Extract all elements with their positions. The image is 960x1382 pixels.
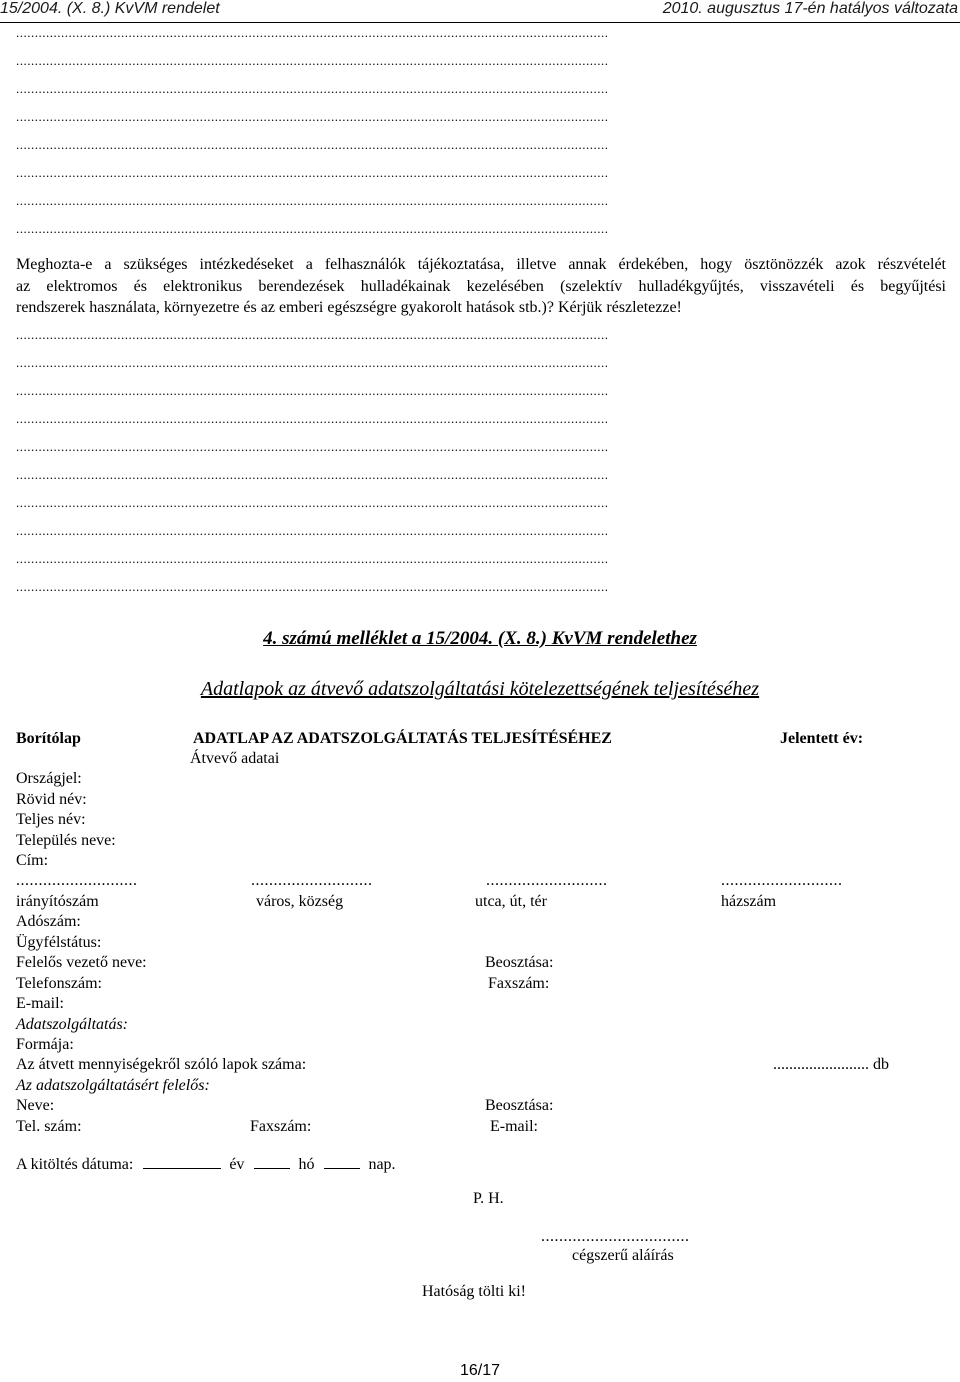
short-name-label: Rövid név: — [16, 791, 87, 808]
dotted-line: .............................................................................................................................................................. — [16, 140, 609, 150]
authority-note: Hatóság tölti ki! — [422, 1283, 526, 1300]
dotted-line: .............................................................................................................................................................. — [16, 84, 609, 94]
question-line: az elektromos és elektronikus berendezések hulladékainak kezelésében (szelektív hulladékgyűjtés, visszavételi és begyűjtési — [16, 277, 946, 295]
dotted-line: .............................................................................................................................................................. — [16, 470, 609, 480]
sheet-count-label: Az átvett mennyiségekről szóló lapok száma: — [16, 1056, 307, 1073]
fill-date-row — [16, 1154, 396, 1174]
responsible-label: Az adatszolgáltatásért felelős: — [16, 1077, 210, 1094]
country-label: Országjel: — [16, 770, 82, 787]
fill-date-label: A kitöltés dátuma: — [16, 1156, 134, 1173]
address-dots: ........................... — [16, 872, 138, 889]
address-label: Cím: — [16, 852, 49, 869]
data-service-label: Adatszolgáltatás: — [16, 1016, 129, 1033]
fax2-label: Faxszám: — [250, 1118, 312, 1135]
form-subheading: Átvevő adatai — [190, 750, 280, 767]
day-blank — [324, 1154, 360, 1169]
page-number: 16/17 — [459, 1362, 501, 1379]
dotted-line: .............................................................................................................................................................. — [16, 56, 609, 66]
header-left: 15/2004. (X. 8.) KvVM rendelet — [0, 0, 220, 17]
reported-year-label: Jelentett év: — [780, 730, 864, 747]
address-dots: ........................... — [251, 872, 373, 889]
position-label: Beosztása: — [485, 954, 554, 971]
dotted-line: .............................................................................................................................................................. — [16, 526, 609, 536]
full-name-label: Teljes név: — [16, 811, 86, 828]
annex-title: 4. számú melléklet a 15/2004. (X. 8.) KvVM rendelethez — [263, 628, 697, 649]
question-line: Meghozta-e a szükséges intézkedéseket a felhasználók tájékoztatása, illetve annak érdekében, hogy ösztönözzék azok részvételét — [16, 256, 946, 273]
house-number-label: házszám — [721, 893, 777, 910]
dotted-line: .............................................................................................................................................................. — [16, 554, 609, 564]
year-blank — [143, 1154, 221, 1169]
header-right: 2010. augusztus 17-én hatályos változata — [662, 0, 958, 17]
form-heading: ADATLAP AZ ADATSZOLGÁLTATÁS TELJESÍTÉSÉHEZ — [193, 730, 612, 747]
question-paragraph — [16, 254, 946, 319]
street-label: utca, út, tér — [475, 893, 547, 910]
dotted-line: .............................................................................................................................................................. — [16, 224, 609, 234]
settlement-label: Település neve: — [16, 832, 116, 849]
dotted-line: .............................................................................................................................................................. — [16, 112, 609, 122]
signature-dots: ................................. — [541, 1228, 690, 1245]
dotted-line: .............................................................................................................................................................. — [16, 582, 609, 592]
question-line: rendszerek használata, környezetre és az emberi egészségre gyakorolt hatások stb.)? Kérjük részletezze! — [16, 299, 682, 316]
manager-label: Felelős vezető neve: — [16, 954, 147, 971]
form-type-label: Formája: — [16, 1036, 74, 1053]
position2-label: Beosztása: — [485, 1097, 554, 1114]
phone-label: Telefonszám: — [16, 975, 102, 992]
month-word: hó — [298, 1156, 315, 1173]
fax-label: Faxszám: — [488, 975, 550, 992]
email-label: E-mail: — [16, 995, 64, 1012]
dotted-line: .............................................................................................................................................................. — [16, 386, 609, 396]
annex-subtitle: Adatlapok az átvevő adatszolgáltatási kötelezettségének teljesítéséhez — [200, 678, 760, 700]
zip-label: irányítószám — [16, 893, 99, 910]
dotted-line: .............................................................................................................................................................. — [16, 168, 609, 178]
dotted-line: .............................................................................................................................................................. — [16, 498, 609, 508]
dotted-line: .............................................................................................................................................................. — [16, 196, 609, 206]
signature-label: cégszerű aláírás — [572, 1247, 674, 1264]
dotted-line: .............................................................................................................................................................. — [16, 442, 609, 452]
day-word: nap. — [368, 1156, 396, 1173]
address-dots: ........................... — [486, 872, 608, 889]
email2-label: E-mail: — [490, 1118, 538, 1135]
running-header — [0, 0, 960, 23]
address-dots: ........................... — [721, 872, 843, 889]
stamp-placeholder: P. H. — [473, 1190, 504, 1207]
year-word: év — [229, 1156, 245, 1173]
tel-label: Tel. szám: — [16, 1118, 82, 1135]
dotted-line: .............................................................................................................................................................. — [16, 358, 609, 368]
month-blank — [254, 1154, 290, 1169]
dotted-line: .............................................................................................................................................................. — [16, 330, 609, 340]
cover-label: Borítólap — [16, 730, 81, 747]
tax-number-label: Adószám: — [16, 913, 81, 930]
client-status-label: Ügyfélstátus: — [16, 934, 102, 951]
sheet-count-value: ........................ db — [773, 1056, 889, 1073]
dotted-line: .............................................................................................................................................................. — [16, 414, 609, 424]
city-label: város, község — [256, 893, 344, 910]
name-label: Neve: — [16, 1097, 55, 1114]
dotted-line: .............................................................................................................................................................. — [16, 28, 609, 38]
